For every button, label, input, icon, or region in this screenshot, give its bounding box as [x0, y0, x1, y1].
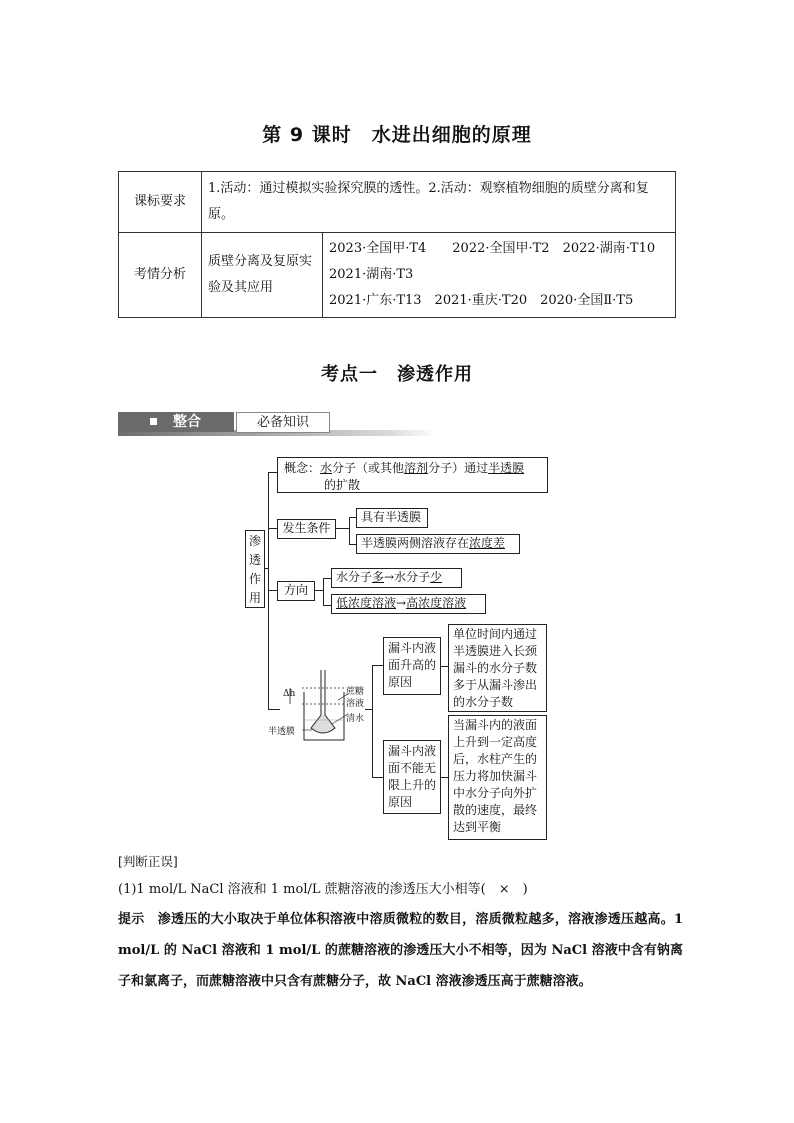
condition-2-emph: 浓度差	[469, 536, 506, 550]
direction-label: 方向	[283, 583, 308, 597]
hint-tag: 提示	[118, 912, 145, 927]
direction-label-box	[277, 581, 315, 601]
delta-h-label: Δh	[283, 689, 296, 699]
water-label: 清水	[346, 714, 365, 724]
no-rise-reason-label: 漏斗内液面不能无限上升的原因	[383, 740, 441, 814]
direction-word: 高浓度溶液	[406, 596, 467, 610]
table-cell-topic: 质壁分离及复原实验及其应用	[202, 233, 323, 318]
condition-label: 发生条件	[282, 521, 331, 535]
concept-box	[277, 457, 548, 493]
membrane-label: 半透膜	[268, 727, 296, 737]
direction-2	[331, 594, 486, 614]
exam-line: 2023·全国甲·T4 2022·全国甲·T2 2022·湖南·T10	[329, 241, 656, 256]
direction-word: 水分子	[336, 570, 373, 584]
page-title: 第 9 课时 水进出细胞的原理	[262, 124, 532, 146]
no-rise-reason-text: 当漏斗内的液面上升到一定高度后，水柱产生的压力将加快漏斗中水分子向外扩散的速度，最终达到平衡	[448, 715, 547, 840]
judge-heading: [判断正误]	[118, 854, 178, 869]
arrow-icon: →	[384, 570, 395, 584]
section-banner	[118, 412, 436, 436]
concept-word: 分子）通过	[428, 461, 489, 475]
banner-integrate-label: 整合	[173, 414, 201, 430]
condition-2	[356, 534, 520, 554]
sucrose-label: 蔗糖溶液	[346, 687, 365, 709]
concept-prefix: 概念：	[284, 461, 321, 475]
concept-word: 水	[320, 461, 333, 475]
direction-word: 水分子	[394, 570, 431, 584]
condition-1: 具有半透膜	[356, 508, 428, 528]
arrow-icon: →	[396, 596, 407, 610]
square-icon	[150, 418, 157, 425]
banner-knowledge: 必备知识	[236, 412, 330, 433]
hint-paragraph	[118, 904, 683, 997]
condition-label-box	[277, 519, 336, 539]
banner-integrate	[118, 412, 234, 432]
table-header-analysis: 考情分析	[119, 233, 202, 318]
table-header-requirements: 课标要求	[119, 172, 202, 233]
section-title: 考点一 渗透作用	[321, 364, 473, 385]
hint-text: 渗透压的大小取决于单位体积溶液中溶质微粒的数目，溶质微粒越多，溶液渗透压越高。1 mol/L 的 NaCl 溶液和 1 mol/L 的蔗糖溶液的渗透压大小不相等，因为 NaCl 溶液中含有钠离子和氯离子，而蔗糖溶液中只含有蔗糖分子，故 NaCl 溶液渗透压高于蔗糖溶液。	[118, 912, 683, 989]
concept-word: 分子（或其他	[332, 461, 405, 475]
condition-2-text: 半透膜两侧溶液存在	[361, 536, 470, 550]
direction-word: 少	[430, 570, 443, 584]
root-label: 渗透作用	[249, 534, 262, 605]
rise-reason-text: 单位时间内通过半透膜进入长颈漏斗的水分子数多于从漏斗渗出的水分子数	[448, 624, 547, 712]
table-cell-exams	[323, 233, 676, 318]
concept-word: 溶剂	[404, 461, 429, 475]
direction-word: 低浓度溶液	[336, 596, 397, 610]
question-1: (1)1 mol/L NaCl 溶液和 1 mol/L 蔗糖溶液的渗透压大小相等( × )	[118, 882, 528, 897]
rise-reason-label: 漏斗内液面升高的原因	[383, 637, 441, 695]
direction-1	[331, 568, 462, 588]
concept-word: 半透膜	[488, 461, 525, 475]
requirements-table	[118, 171, 676, 318]
concept-word: 的扩散	[324, 478, 361, 492]
exam-line: 2021·湖南·T3	[329, 267, 414, 282]
root-label-box	[245, 530, 265, 608]
exam-line: 2021·广东·T13 2021·重庆·T20 2020·全国Ⅱ·T5	[329, 293, 634, 308]
direction-word: 多	[372, 570, 385, 584]
table-cell-requirements: 1.活动：通过模拟实验探究膜的透性。2.活动：观察植物细胞的质壁分离和复原。	[202, 172, 676, 233]
